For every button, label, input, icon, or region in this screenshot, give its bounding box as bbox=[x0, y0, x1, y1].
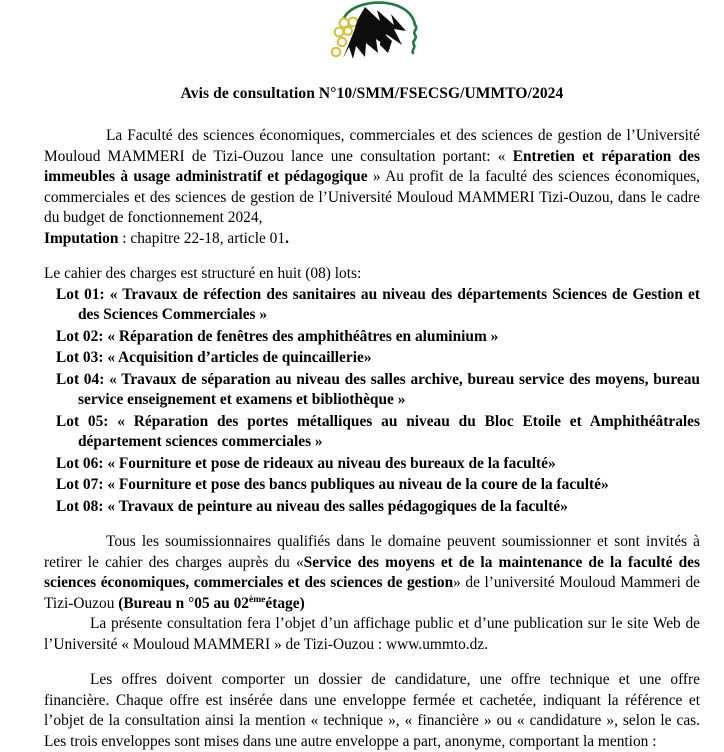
bureau-ordinal-suffix: ème bbox=[248, 593, 266, 605]
service-name: Service des moyens et de la maintenance de la faculté des sciences économiques, commerciales et des sciences de gestion bbox=[44, 553, 700, 591]
lot-text: « Travaux de peinture au niveau des salles pédagogiques de la faculté» bbox=[107, 497, 568, 515]
publication-paragraph: La présente consultation fera l’objet d’un affichage public et d’une publication sur le site Web de l’Université « Mouloud MAMMERI » de Tizi-Ouzou : www.ummto.dz. bbox=[44, 615, 700, 653]
lot-text: « Acquisition d’articles de quincaillerie» bbox=[107, 349, 372, 366]
lot-label: Lot 05: bbox=[56, 412, 109, 430]
lots-list bbox=[44, 285, 700, 518]
intro-paragraph bbox=[44, 126, 700, 229]
logo-header bbox=[44, 0, 700, 66]
lot-text: « Fourniture et pose des bancs publiques au niveau de la coure de la faculté» bbox=[107, 476, 609, 493]
lot-label: Lot 02: bbox=[56, 327, 104, 345]
imputation-period: . bbox=[285, 229, 289, 247]
page-title: Avis de consultation N°10/SMM/FSECSG/UMMTO/2024 bbox=[180, 85, 564, 102]
lot-item bbox=[44, 454, 700, 475]
lot-label: Lot 01: bbox=[56, 285, 105, 303]
consultation-subject: Entretien et réparation des immeubles à usage administratif et pédagogique bbox=[44, 147, 700, 185]
lot-label: Lot 03: bbox=[56, 349, 104, 366]
lot-label: Lot 06: bbox=[56, 454, 104, 472]
lot-text: « Réparation de fenêtres des amphithéâtres en aluminium » bbox=[107, 327, 499, 345]
lots-intro-line: Le cahier des charges est structuré en huit (08) lots: bbox=[44, 265, 362, 282]
offers-paragraph: Les offres doivent comporter un dossier de candidature, une offre technique et une offre financière. Chaque offre est insérée dans une enveloppe fermée et cachetée, indiquant la référence et l’objet de la consultation ainsi la mention « technique », « financière » ou « candidature », selon le cas. Les trois enveloppes sont mises dans une autre enveloppe a part, anonyme, comportant la mention : bbox=[44, 671, 700, 750]
lot-item bbox=[44, 348, 700, 369]
ummto-university-logo-icon bbox=[320, 1, 424, 65]
lot-text: « Réparation des portes métalliques au niveau du Bloc Etoile et Amphithéâtrales département sciences commerciales » bbox=[78, 412, 700, 450]
lot-label: Lot 08: bbox=[56, 497, 104, 515]
bidders-text-part1: Tous les soumissionnaires qualifiés dans le domaine peuvent soumissionner et sont invités à retirer le cahier des charges auprès du « bbox=[44, 533, 700, 571]
intro-text-part1: La Faculté des sciences économiques, commerciales et des sciences de gestion de l’Université Mouloud MAMMERI de Tizi-Ouzou lance une consultation portant: « bbox=[44, 127, 700, 165]
bureau-location-post: étage) bbox=[265, 594, 305, 612]
lot-text: « Fourniture et pose de rideaux au niveau des bureaux de la faculté» bbox=[107, 454, 556, 472]
imputation-line bbox=[44, 229, 700, 250]
lot-item bbox=[44, 412, 700, 453]
imputation-label: Imputation bbox=[44, 229, 119, 247]
bidders-text-part2: » de l’université Mouloud Mammeri de Tizi-Ouzou bbox=[44, 574, 700, 612]
lot-item bbox=[44, 285, 700, 326]
lot-label: Lot 07: bbox=[56, 476, 104, 493]
lot-text: « Travaux de séparation au niveau des salles archive, bureau service des moyens, bureau service enseignement et examens et bibliothèque » bbox=[78, 370, 700, 408]
bidders-paragraph bbox=[44, 532, 700, 614]
intro-text-part2: » Au profit de la faculté des sciences économiques, commerciales et des sciences de gestion de l’Université Mouloud MAMMERI Tizi-Ouzou, dans le cadre du budget de fonctionnement 2024, bbox=[44, 168, 701, 226]
lot-item bbox=[44, 475, 700, 496]
lot-text: « Travaux de réfection des sanitaires au niveau des départements Sciences de Gestion et des Sciences Commerciales » bbox=[78, 285, 700, 323]
lot-label: Lot 04: bbox=[56, 370, 105, 388]
lot-item bbox=[44, 497, 700, 518]
bureau-location-pre: (Bureau n °05 au 02 bbox=[118, 594, 249, 612]
lot-item bbox=[44, 327, 700, 348]
lot-item bbox=[44, 370, 700, 411]
imputation-value: : chapitre 22-18, article 01 bbox=[118, 229, 286, 247]
